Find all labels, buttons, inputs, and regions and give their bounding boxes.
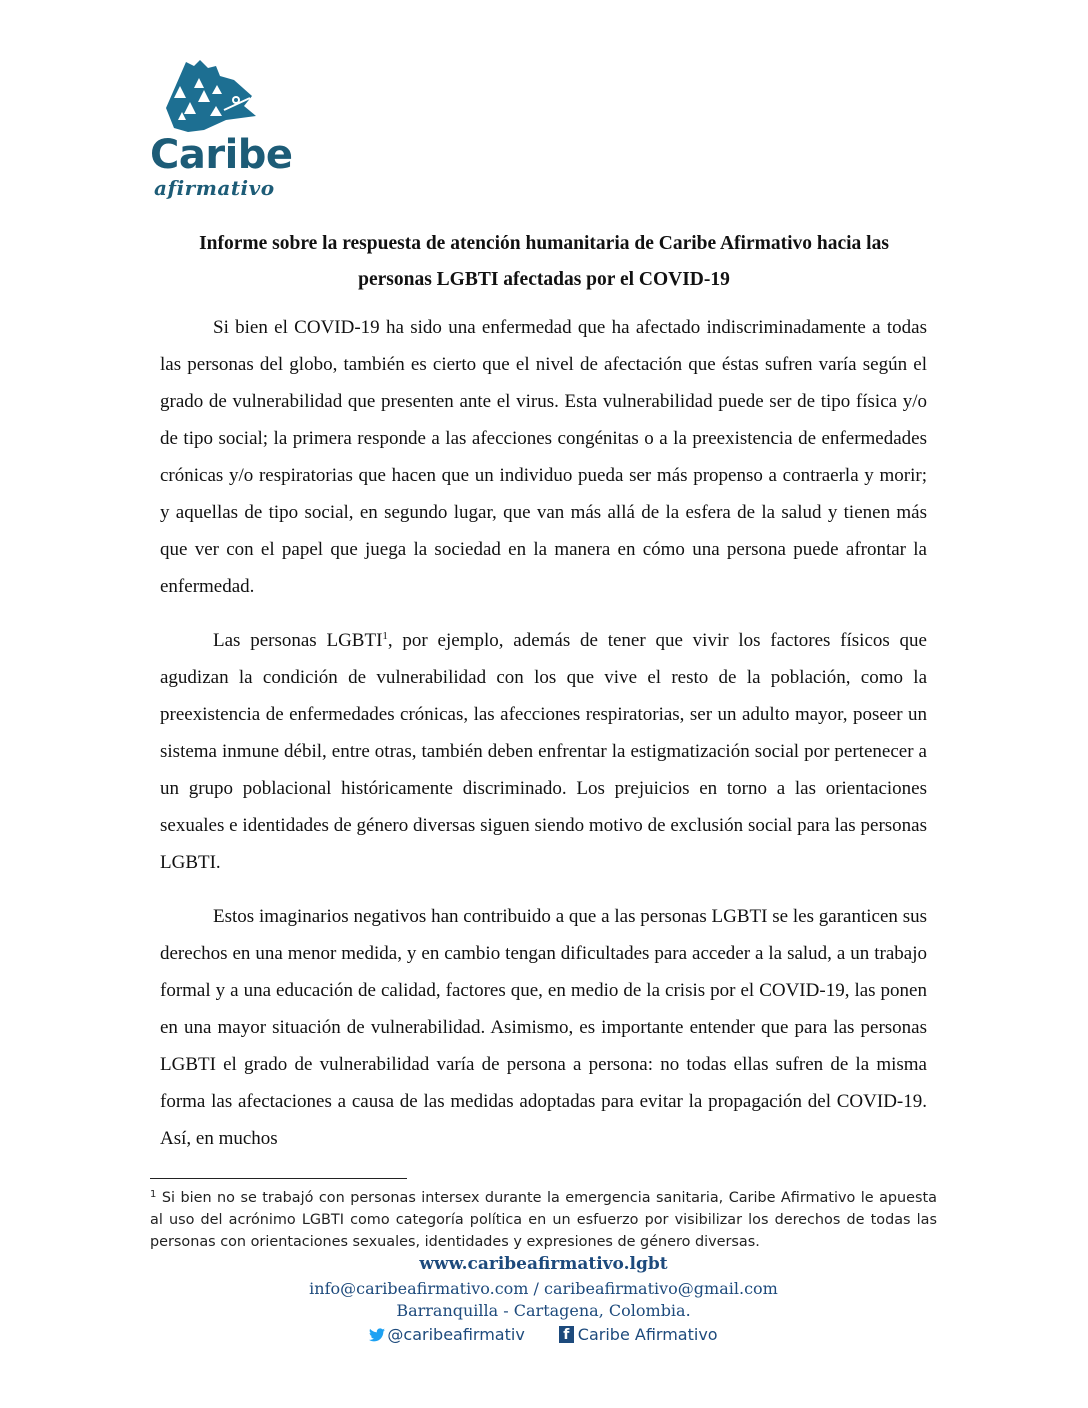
footnote-separator <box>150 1178 407 1179</box>
footnote-text: Si bien no se trabajó con personas intersex durante la emergencia sanitaria, Caribe Afirmativo le apuesta al uso del acrónimo LGBTI como categoría política en un esfuerzo por visibilizar los derechos de todas las personas con orientaciones sexuales, identidades y expresiones de género diversas. <box>150 1190 937 1250</box>
footer-social <box>150 1324 937 1344</box>
paragraph-1: Si bien el COVID-19 ha sido una enfermedad que ha afectado indiscriminadamente a todas las personas del globo, también es cierto que el nivel de afectación que éstas sufren varía según el grado de vulnerabilidad que presenten ante el virus. Esta vulnerabilidad puede ser de tipo física y/o de tipo social; la primera responde a las afecciones congénitas o a la preexistencia de enfermedades crónicas y/o respiratorias que hacen que un individuo pueda ser más propenso a contraerla y morir; y aquellas de tipo social, en segundo lugar, que van más allá de la esfera de la salud y tienen más que ver con el papel que juega la sociedad en la manera en cómo una persona puede afrontar la enfermedad. <box>160 317 927 597</box>
fish-logo-icon <box>164 58 259 134</box>
document-body <box>160 309 927 1174</box>
footer-website-link[interactable]: www.caribeafirmativo.lgbt <box>419 1254 668 1274</box>
facebook-icon: f <box>559 1326 574 1343</box>
logo-wordmark-caribe: Caribe <box>150 132 293 178</box>
paragraph-2 <box>160 622 927 881</box>
footer-location: Barranquilla - Cartagena, Colombia. <box>396 1301 691 1320</box>
paragraph-3: Estos imaginarios negativos han contribuido a que a las personas LGBTI se les garanticen sus derechos en una menor medida, y en cambio tengan dificultades para acceder a la salud, a un trabajo formal y a una educación de calidad, factores que, en medio de la crisis por el COVID-19, las ponen en una mayor situación de vulnerabilidad. Asimismo, es importante entender que para las personas LGBTI el grado de vulnerabilidad varía de persona a persona: no todas ellas sufren de la misma forma las afectaciones a causa de las medidas adoptadas para evitar la propagación del COVID-19. Así, en muchos <box>160 906 927 1149</box>
caribe-afirmativo-logo <box>150 58 293 200</box>
paragraph-2-start: Las personas LGBTI <box>213 630 383 651</box>
footnote-marker: 1 <box>150 1189 157 1200</box>
logo-wordmark-afirmativo: afirmativo <box>154 176 275 200</box>
twitter-handle[interactable]: @caribeafirmativ <box>387 1325 525 1344</box>
footer-emails[interactable]: info@caribeafirmativo.com / caribeafirmativo@gmail.com <box>309 1279 778 1298</box>
twitter-icon <box>369 1328 385 1342</box>
footnote <box>150 1187 937 1253</box>
paragraph-2-rest: , por ejemplo, además de tener que vivir los factores físicos que agudizan la condición de vulnerabilidad con los que vive el resto de la población, como la preexistencia de enfermedades crónicas, las afecciones respiratorias, ser un adulto mayor, poseer un sistema inmune débil, entre otras, también deben enfrentar la estigmatización social por pertenecer a un grupo poblacional históricamente discriminado. Los prejuicios en torno a las orientaciones sexuales e identidades de género diversas siguen siendo motivo de exclusión social para las personas LGBTI. <box>160 630 927 873</box>
footnote-reference[interactable]: 1 <box>382 630 388 642</box>
document-title: Informe sobre la respuesta de atención humanitaria de Caribe Afirmativo hacia las personas LGBTI afectadas por el COVID-19 <box>199 233 889 290</box>
facebook-page[interactable]: Caribe Afirmativo <box>577 1325 718 1344</box>
